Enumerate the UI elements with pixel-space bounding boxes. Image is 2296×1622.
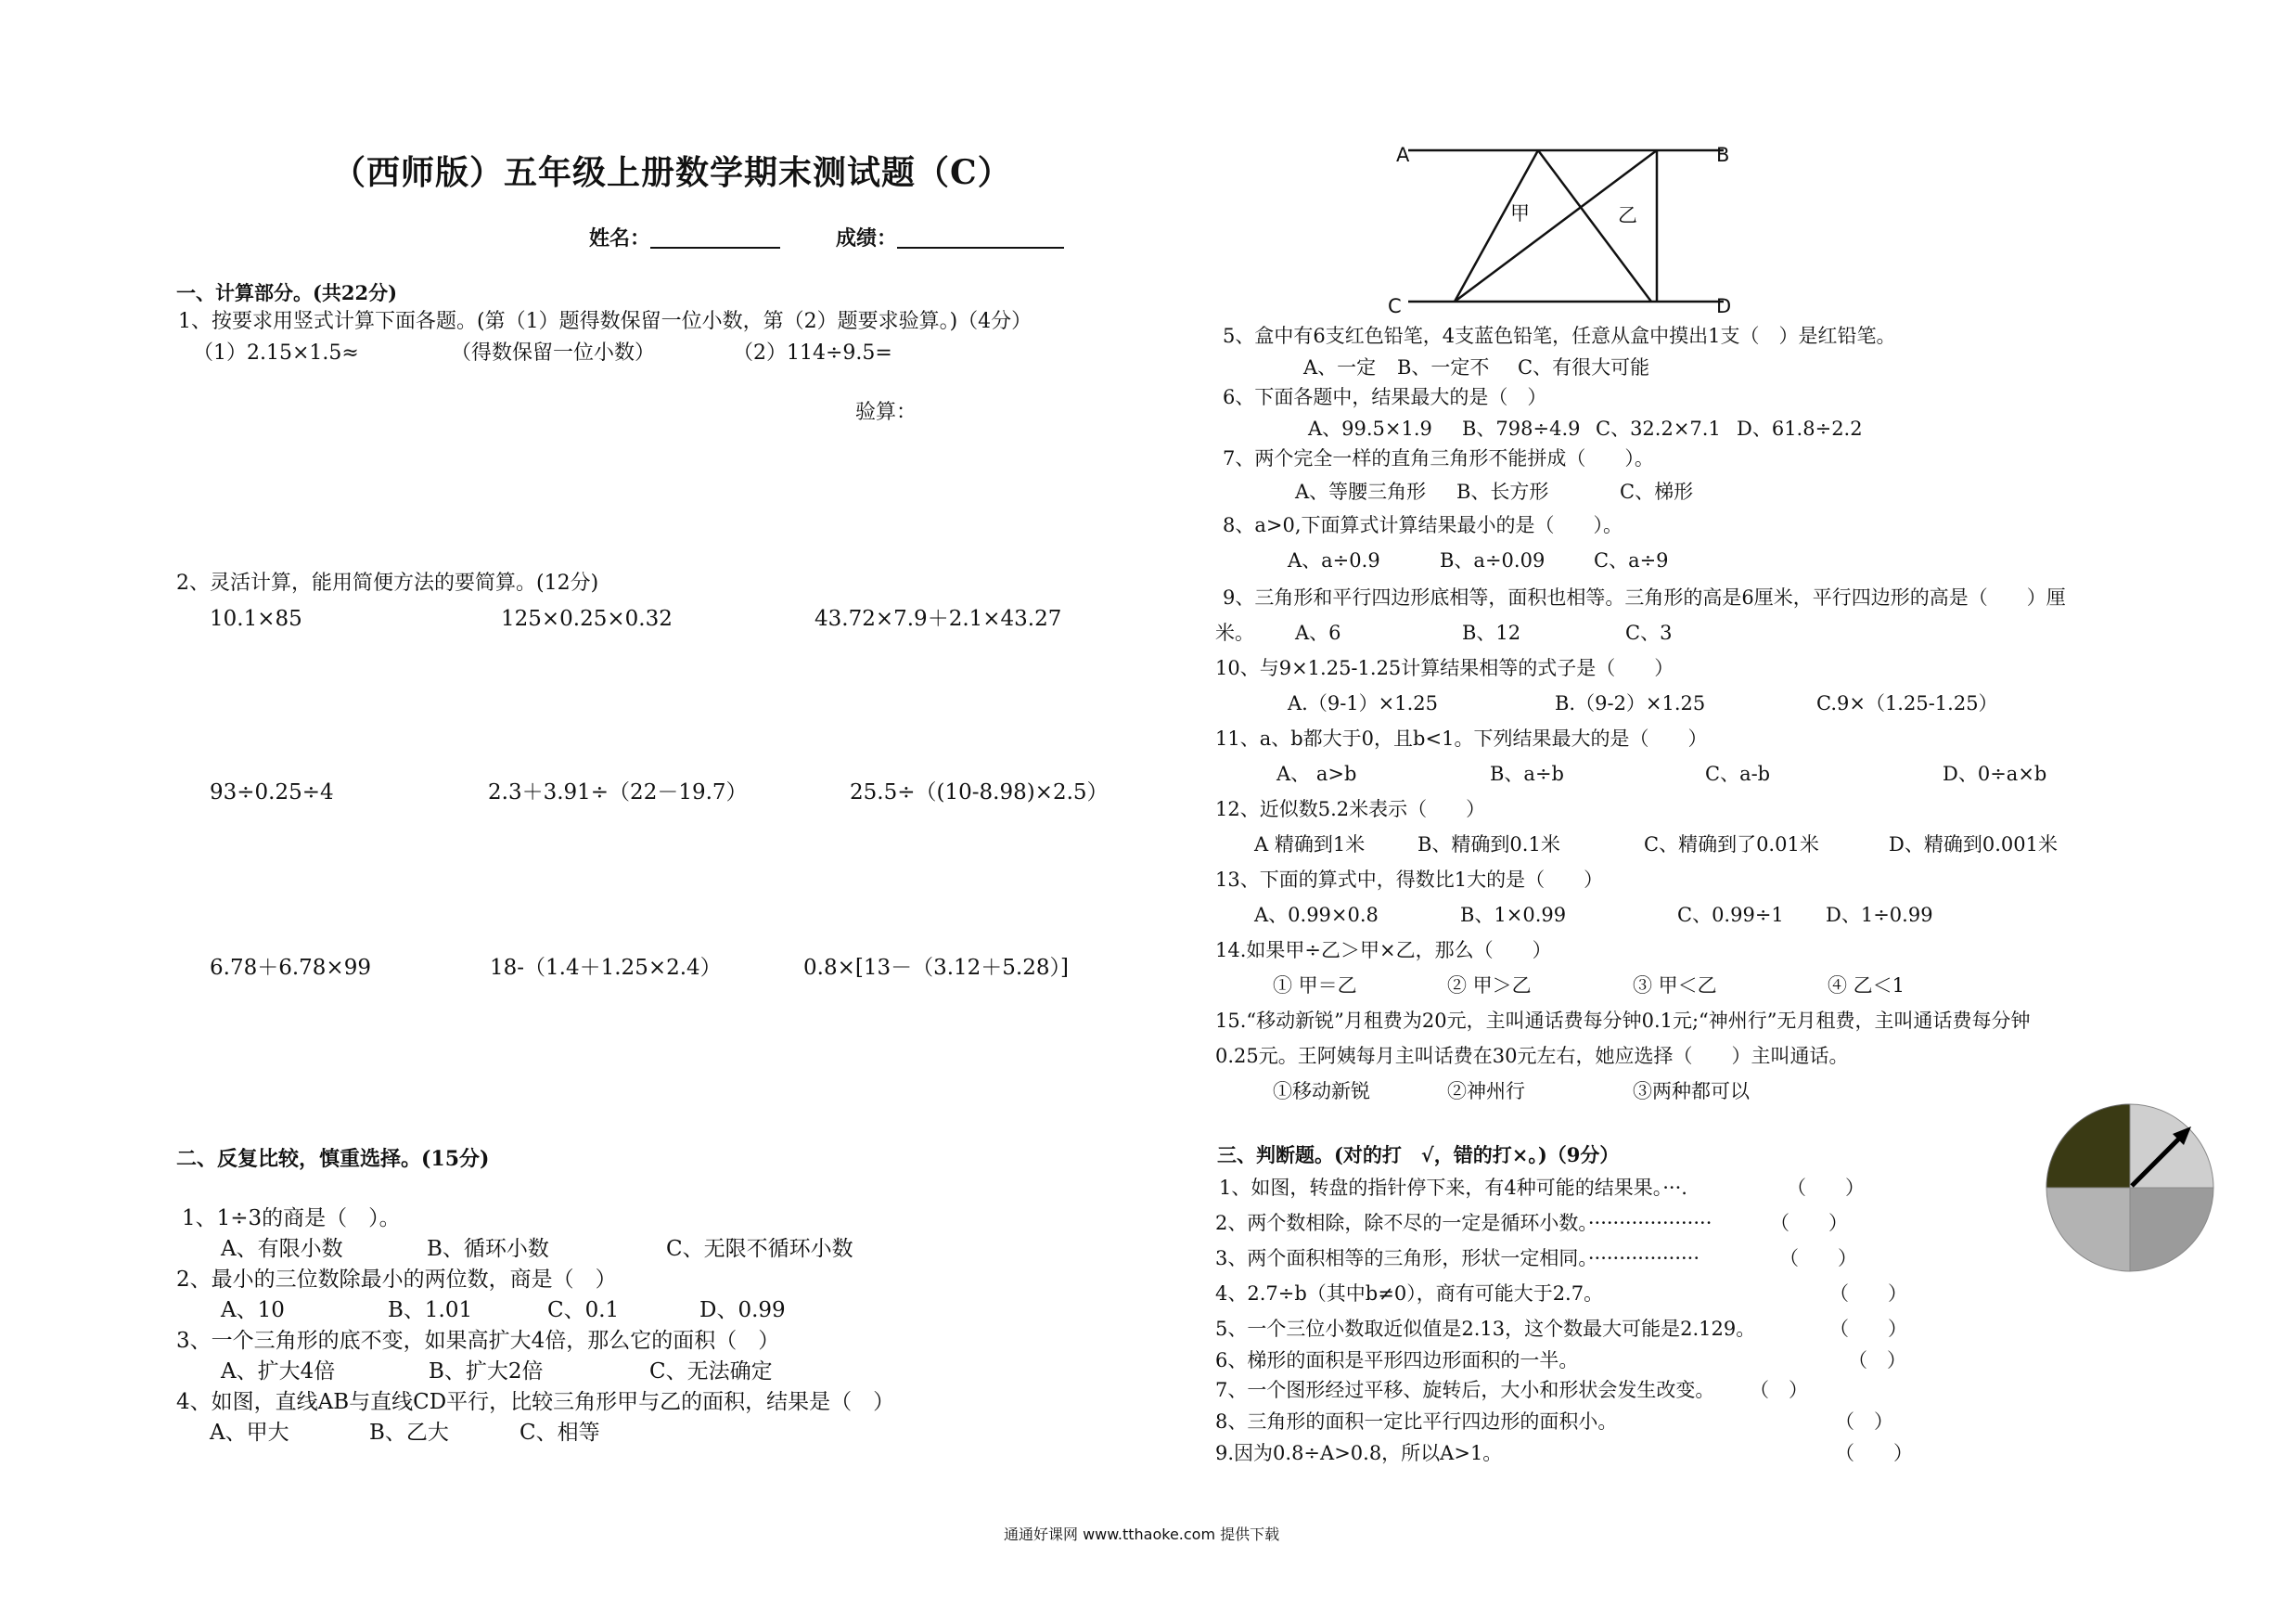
choice-question: 11、a、b都大于0，且b<1。下列结果最大的是（ ）: [1215, 727, 1708, 750]
choice-option: ③ 甲＜乙: [1633, 974, 1717, 997]
choice-option: B、12: [1462, 622, 1521, 644]
section1-heading: 一、计算部分。(共22分): [176, 281, 398, 304]
choice-question: 13、下面的算式中，得数比1大的是（ ）: [1215, 869, 1604, 891]
section3-heading: 三、判断题。(对的打 √，错的打×。)（9分）: [1217, 1143, 1620, 1166]
choice-question: 15.“移动新锐”月租费为20元，主叫通话费每分钟0.1元;“神州行”无月租费，主叫通话费每分钟: [1215, 1010, 2031, 1032]
choice-option: C、有很大可能: [1518, 356, 1650, 379]
section1-q1-part1: （1）2.15×1.5≈: [193, 341, 359, 365]
judge-question: 8、三角形的面积一定比平行四边形的面积小。: [1215, 1410, 1618, 1433]
choice-option: ③两种都可以: [1633, 1080, 1750, 1102]
judge-question: 2、两个数相除，除不尽的一定是循环小数。····················: [1215, 1212, 1712, 1234]
choice-question: 6、下面各题中，结果最大的是（ ）: [1223, 386, 1547, 408]
choice-option: C、a÷9: [1594, 549, 1669, 572]
choice-option: B、798÷4.9: [1462, 418, 1581, 440]
label-yi: 乙: [1618, 204, 1637, 226]
score-label: 成绩：: [836, 226, 898, 251]
choice-option: A.（9-1）×1.25: [1288, 692, 1439, 714]
section1-q1-check: 验算：: [855, 401, 917, 424]
choice-question: 9、三角形和平行四边形底相等，面积也相等。三角形的高是6厘米，平行四边形的高是（ ）厘: [1223, 586, 2066, 609]
judge-answer-blank[interactable]: （ ）: [1835, 1410, 1893, 1433]
choice-option: C、精确到了0.01米: [1644, 833, 1819, 856]
spinner-sector-top-left: [2046, 1104, 2130, 1188]
choice-option: B.（9-2）×1.25: [1555, 692, 1706, 714]
choice-option: ④ 乙＜1: [1828, 974, 1905, 997]
label-b: B: [1716, 144, 1730, 166]
choice-option: ①移动新锐: [1273, 1080, 1370, 1102]
name-blank[interactable]: [650, 228, 780, 249]
choice-option: ② 甲＞乙: [1447, 974, 1532, 997]
choice-option: B、a÷0.09: [1440, 549, 1546, 572]
label-d: D: [1716, 295, 1732, 317]
choice-question: 3、一个三角形的底不变，如果高扩大4倍，那么它的面积（ ）: [176, 1329, 780, 1353]
choice-question: 12、近似数5.2米表示（ ）: [1215, 798, 1486, 820]
choice-question: 14.如果甲÷乙＞甲×乙，那么（ ）: [1215, 939, 1552, 961]
choice-option: B、1.01: [388, 1298, 473, 1322]
choice-option: C、a-b: [1705, 763, 1771, 785]
choice-option: B、乙大: [369, 1421, 449, 1445]
choice-option: C、0.1: [547, 1298, 620, 1322]
choice-option: D、61.8÷2.2: [1737, 418, 1863, 440]
choice-option: C、3: [1625, 622, 1673, 644]
label-a: A: [1396, 144, 1410, 166]
choice-option: C.9×（1.25-1.25）: [1816, 692, 1998, 714]
judge-answer-blank[interactable]: （ ）: [1779, 1247, 1857, 1269]
page-title: （西师版）五年级上册数学期末测试题（C）: [332, 153, 1012, 192]
choice-option: C、梯形: [1620, 481, 1694, 503]
judge-question: 6、梯形的面积是平形四边形面积的一半。: [1215, 1349, 1579, 1371]
judge-answer-blank[interactable]: （ ）: [1829, 1318, 1907, 1340]
choice-option: B、1×0.99: [1460, 904, 1567, 926]
choice-option: A、甲大: [210, 1421, 289, 1445]
choice-question: 1、1÷3的商是（ ）。: [182, 1206, 401, 1230]
calc-item: 2.3＋3.91÷（22－19.7）: [488, 780, 748, 805]
choice-option: B、精确到0.1米: [1417, 833, 1560, 856]
choice-option: A、等腰三角形: [1295, 481, 1427, 503]
calc-item: 6.78＋6.78×99: [210, 956, 371, 980]
choice-option: ②神州行: [1447, 1080, 1525, 1102]
judge-question: 5、一个三位小数取近似值是2.13，这个数最大可能是2.129。: [1215, 1318, 1756, 1340]
choice-option: B、一定不: [1397, 356, 1490, 379]
judge-answer-blank[interactable]: （ ）: [1848, 1349, 1906, 1371]
choice-option: B、a÷b: [1490, 763, 1564, 785]
judge-answer-blank[interactable]: （ ）: [1787, 1177, 1865, 1199]
choice-option: C、相等: [519, 1421, 600, 1445]
judge-question: 3、两个面积相等的三角形，形状一定相同。··················: [1215, 1247, 1700, 1269]
choice-question: 4、如图，直线AB与直线CD平行，比较三角形甲与乙的面积，结果是（ ）: [176, 1390, 895, 1414]
choice-option: D、0.99: [699, 1298, 786, 1322]
choice-option: B、长方形: [1456, 481, 1549, 503]
calc-item: 93÷0.25÷4: [210, 780, 334, 805]
choice-question: 10、与9×1.25-1.25计算结果相等的式子是（ ）: [1215, 657, 1674, 679]
choice-question: 8、a>0,下面算式计算结果最小的是（ ）。: [1223, 514, 1623, 536]
footer-text: 通通好课网 www.tthaoke.com 提供下载: [1004, 1525, 1280, 1543]
section1-q1: 1、按要求用竖式计算下面各题。(第（1）题得数保留一位小数，第（2）题要求验算。)（4分）: [178, 310, 1033, 333]
choice-option: A、一定: [1303, 356, 1377, 379]
choice-option: ① 甲＝乙: [1273, 974, 1357, 997]
choice-option: D、1÷0.99: [1826, 904, 1933, 926]
choice-question: 5、盒中有6支红色铅笔，4支蓝色铅笔，任意从盒中摸出1支（ ）是红铅笔。: [1223, 325, 1896, 347]
choice-option: A、有限小数: [221, 1237, 343, 1261]
choice-question-cont: 米。: [1215, 622, 1254, 644]
judge-answer-blank[interactable]: （ ）: [1835, 1442, 1913, 1464]
name-line: [589, 228, 1064, 249]
choice-option: C、无法确定: [649, 1359, 773, 1384]
choice-option: B、扩大2倍: [429, 1359, 544, 1384]
spinner-sector-bottom-right: [2130, 1188, 2213, 1271]
choice-option: A、扩大4倍: [221, 1359, 336, 1384]
choice-option: A、10: [221, 1298, 285, 1322]
choice-option: B、循环小数: [427, 1237, 549, 1261]
choice-option: C、0.99÷1: [1677, 904, 1784, 926]
judge-question: 4、2.7÷b（其中b≠0），商有可能大于2.7。: [1215, 1282, 1604, 1305]
choice-option: A、a÷0.9: [1288, 549, 1380, 572]
calc-item: 10.1×85: [210, 607, 302, 631]
spinner-icon: [2046, 1104, 2213, 1271]
choice-option: A 精确到1米: [1254, 833, 1366, 856]
judge-answer-blank[interactable]: （ ）: [1829, 1282, 1907, 1305]
calc-item: 125×0.25×0.32: [501, 607, 673, 631]
judge-question: 9.因为0.8÷A>0.8，所以A>1。: [1215, 1442, 1503, 1464]
calc-item: 43.72×7.9＋2.1×43.27: [815, 607, 1062, 631]
label-jia: 甲: [1510, 202, 1530, 225]
choice-option: A、0.99×0.8: [1254, 904, 1379, 926]
choice-option: C、无限不循环小数: [666, 1237, 853, 1261]
choice-option: C、32.2×7.1: [1596, 418, 1721, 440]
choice-option: D、精确到0.001米: [1889, 833, 2058, 856]
score-blank[interactable]: [897, 228, 1064, 249]
choice-option: A、99.5×1.9: [1308, 418, 1432, 440]
judge-answer-blank[interactable]: （ ）: [1750, 1379, 1808, 1401]
section1-q1-part2: （2）114÷9.5=: [733, 341, 892, 365]
choice-option: A、6: [1295, 622, 1341, 644]
judge-question: 1、如图，转盘的指针停下来，有4种可能的结果果。···.: [1219, 1177, 1687, 1199]
spinner-sector-bottom-left: [2046, 1188, 2130, 1271]
calc-item: 0.8×[13－（3.12＋5.28）]: [803, 956, 1069, 980]
judge-question: 7、一个图形经过平移、旋转后，大小和形状会发生改变。: [1215, 1379, 1715, 1401]
calc-item: 18-（1.4＋1.25×2.4）: [490, 956, 722, 980]
choice-option: A、 a>b: [1276, 763, 1357, 785]
choice-option: D、0÷a×b: [1943, 763, 2047, 785]
section1-q1-part1-note: （得数保留一位小数）: [451, 341, 656, 365]
name-label: 姓名：: [589, 226, 651, 251]
section1-q2: 2、灵活计算，能用简便方法的要简算。(12分): [176, 572, 599, 595]
judge-answer-blank[interactable]: （ ）: [1770, 1212, 1848, 1234]
choice-question: 2、最小的三位数除最小的两位数，商是（ ）: [176, 1268, 617, 1292]
label-c: C: [1388, 295, 1402, 317]
choice-question-cont: 0.25元。王阿姨每月主叫话费在30元左右，她应选择（ ）主叫通话。: [1215, 1045, 1849, 1067]
choice-question: 7、两个完全一样的直角三角形不能拼成（ ）。: [1223, 447, 1654, 470]
calc-item: 25.5÷（(10-8.98)×2.5）: [850, 780, 1109, 805]
section2-heading: 二、反复比较，慎重选择。(15分): [176, 1147, 490, 1171]
